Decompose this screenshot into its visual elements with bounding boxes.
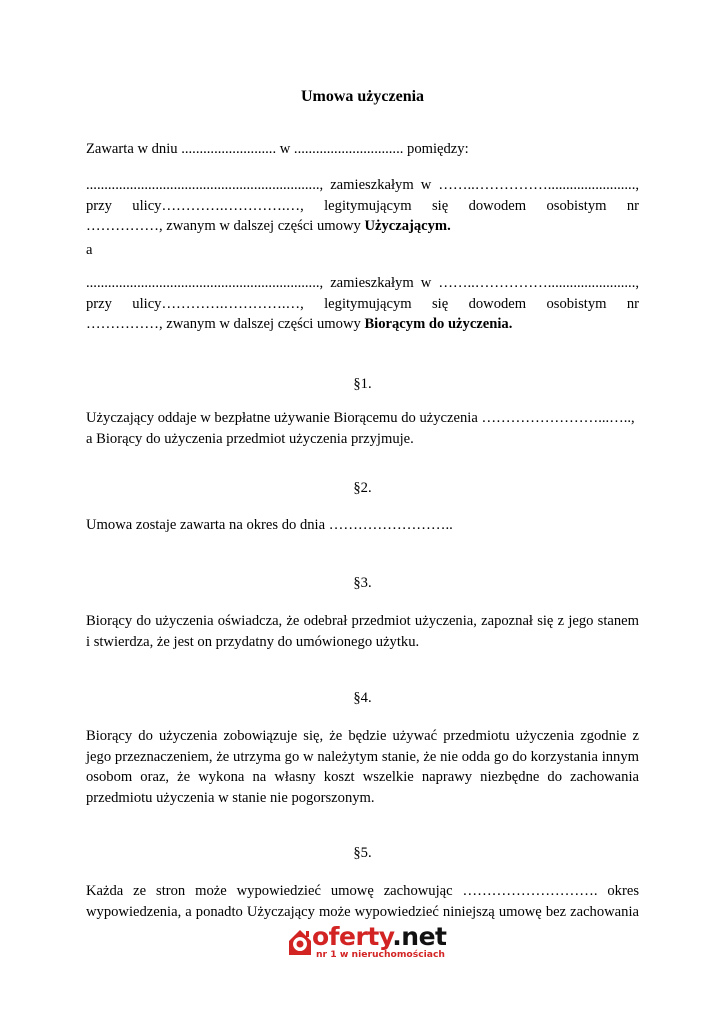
section-1-heading: §1.	[353, 376, 372, 392]
logo-wordmark	[312, 923, 447, 951]
section-4-line: osobom oraz, że wykona na własny koszt wszelkie naprawy niezbędne do zachowania	[86, 769, 639, 785]
section-4-line: jego przeznaczeniem, że utrzyma go w należytym stanie, że nie odda go do korzystania innym	[86, 748, 639, 765]
section-5-body	[86, 881, 639, 922]
party1-role: Użyczającym.	[364, 218, 451, 234]
house-icon	[286, 927, 314, 957]
party1-line3	[86, 216, 639, 237]
party1-line2: przy ulicy………….………….…, legitymującym się dowodem osobistym nr	[86, 197, 639, 214]
section-2-heading: §2.	[353, 480, 372, 496]
party2-line3-text: ……………, zwanym w dalszej części umowy	[86, 316, 365, 332]
section-4-heading: §4.	[353, 690, 372, 706]
party1-line1: ................................................................, zamieszkałym w ……..……………........................,	[86, 177, 639, 193]
section-3-line: Biorący do użyczenia oświadcza, że odebrał przedmiot użyczenia, zapoznał się z jego stanem	[86, 613, 639, 629]
logo-brand-tld: .net	[392, 922, 447, 951]
party2-line1: ................................................................, zamieszkałym w ……..……………........................,	[86, 275, 639, 291]
section-1-line: Użyczający oddaje w bezpłatne używanie Biorącemu do użyczenia ……………………...…..,	[86, 410, 635, 426]
intro-line: Zawarta w dniu .......................... w .............................. pomiędzy:	[86, 141, 469, 157]
section-3-body	[86, 611, 639, 652]
conjunction: a	[86, 242, 93, 258]
party2-line2: przy ulicy………….………….…, legitymującym się dowodem osobistym nr	[86, 295, 639, 312]
section-4-line: przedmiotu użyczenia w stanie nie pogorszonym.	[86, 789, 375, 806]
logo-brand-main: oferty	[312, 922, 393, 951]
section-5-heading: §5.	[353, 845, 372, 861]
party2-block	[86, 273, 639, 335]
section-2-body	[86, 515, 639, 536]
section-5-line: wypowiedzenia, a ponadto Użyczający może wypowiedzieć niniejszą umowę bez zachowania	[86, 903, 639, 920]
section-4-body	[86, 726, 639, 808]
party2-role: Biorącym do użyczenia.	[364, 316, 513, 332]
section-3-line: i stwierdza, że jest on przydatny do umówionego użytku.	[86, 633, 420, 650]
section-5-line: Każda ze stron może wypowiedzieć umowę zachowując ………………………. okres	[86, 883, 639, 899]
section-4-line: Biorący do użyczenia zobowiązuje się, że będzie używać przedmiotu użyczenia zgodnie z	[86, 728, 639, 744]
oferty-logo	[286, 922, 447, 961]
party1-block	[86, 175, 639, 237]
section-2-line: Umowa zostaje zawarta na okres do dnia ……………………..	[86, 517, 453, 533]
section-1-body	[86, 408, 639, 449]
party1-line3-text: ……………, zwanym w dalszej części umowy	[86, 218, 365, 234]
section-3-heading: §3.	[353, 575, 372, 591]
logo-tagline: nr 1 w nieruchomościach	[316, 949, 445, 960]
document-title: Umowa użyczenia	[300, 88, 425, 105]
party2-line3	[86, 314, 639, 335]
section-1-line: a Biorący do użyczenia przedmiot użyczenia przyjmuje.	[86, 430, 414, 447]
